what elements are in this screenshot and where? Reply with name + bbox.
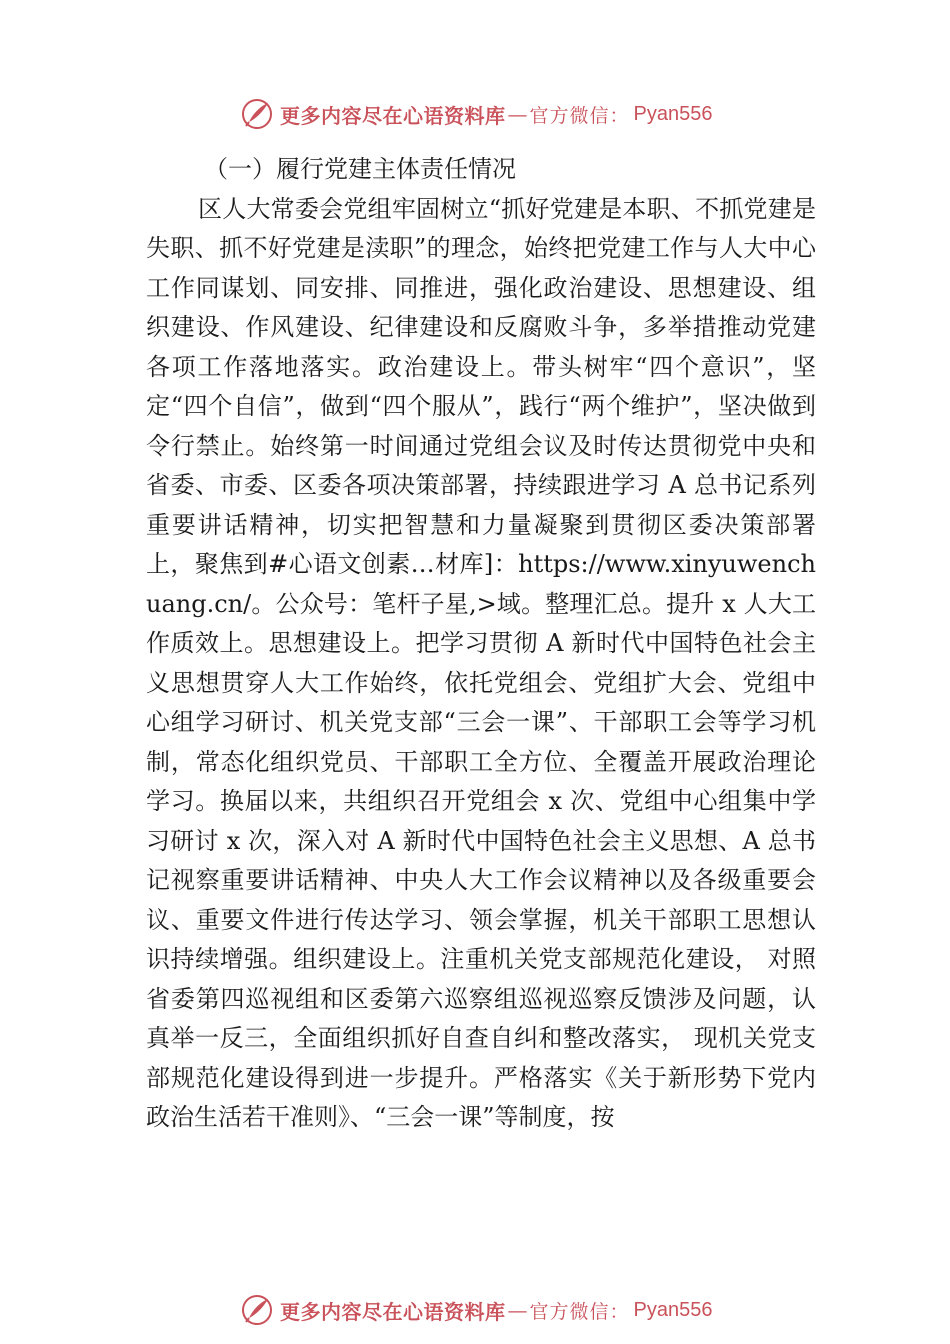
feather-quill-circle-icon — [240, 1293, 274, 1327]
section-heading: （一）履行党建主体责任情况 — [204, 155, 516, 183]
watermark-sub-text: 官方微信： — [529, 104, 630, 127]
watermark-wechat-id: Pyan556 — [633, 1298, 713, 1321]
watermark-separator: — — [507, 102, 528, 126]
feather-quill-circle-icon — [240, 97, 274, 131]
watermark-sub-text: 官方微信： — [529, 1300, 630, 1323]
watermark-separator: — — [507, 1298, 528, 1322]
document-body — [146, 150, 816, 1138]
body-paragraph: 区人大常委会党组牢固树立“抓好党建是本职、不抓党建是失职、抓不好党建是渎职”的理念，始终把党建工作与人大中心工作同谋划、同安排、同推进，强化政治建设、思想建设、组织建设、作风建设、纪律建设和反腐败斗争，多举措推动党建各项工作落地落实。政治建设上。带头树牢“四个意识”，坚定“四个自信”，做到“四个服从”，践行“两个维护”，坚决做到令行禁止。始终第一时间通过党组会议及时传达贯彻党中央和省委、市委、区委各项决策部署，持续跟进学习 A 总书记系列重要讲话精神，切实把智慧和力量凝聚到贯彻区委决策部署上，聚焦到#心语文创素…材库]：https://www.xinyuwenchuang.cn/。公众号：笔杆子星,>域。整理汇总。提升 x 人大工作质效上。思想建设上。把学习贯彻 A 新时代中国特色社会主义思想贯穿人大工作始终，依托党组会、党组扩大会、党组中心组学习研讨、机关党支部“三会一课”、干部职工会等学习机制，常态化组织党员、干部职工全方位、全覆盖开展政治理论学习。换届以来，共组织召开党组会 x 次、党组中心组集中学习研讨 x 次，深入对 A 新时代中国特色社会主义思想、A 总书记视察重要讲话精神、中央人大工作会议精神以及各级重要会议、重要文件进行传达学习、领会掌握，机关干部职工思想认识持续增强。组织建设上。注重机关党支部规范化建设， 对照省委第四巡视组和区委第六巡察组巡视巡察反馈涉及问题，认真举一反三，全面组织抓好自查自纠和整改落实， 现机关党支部规范化建设得到进一步提升。严格落实《关于新形势下党内政治生活若干准则》、“三会一课”等制度，按 — [146, 194, 816, 1131]
watermark-banner-top — [240, 94, 712, 134]
watermark-wechat-id: Pyan556 — [633, 102, 713, 125]
watermark-banner-bottom — [240, 1290, 712, 1330]
watermark-main-text: 更多内容尽在心语资料库 — [280, 1299, 506, 1324]
watermark-main-text: 更多内容尽在心语资料库 — [280, 103, 506, 128]
